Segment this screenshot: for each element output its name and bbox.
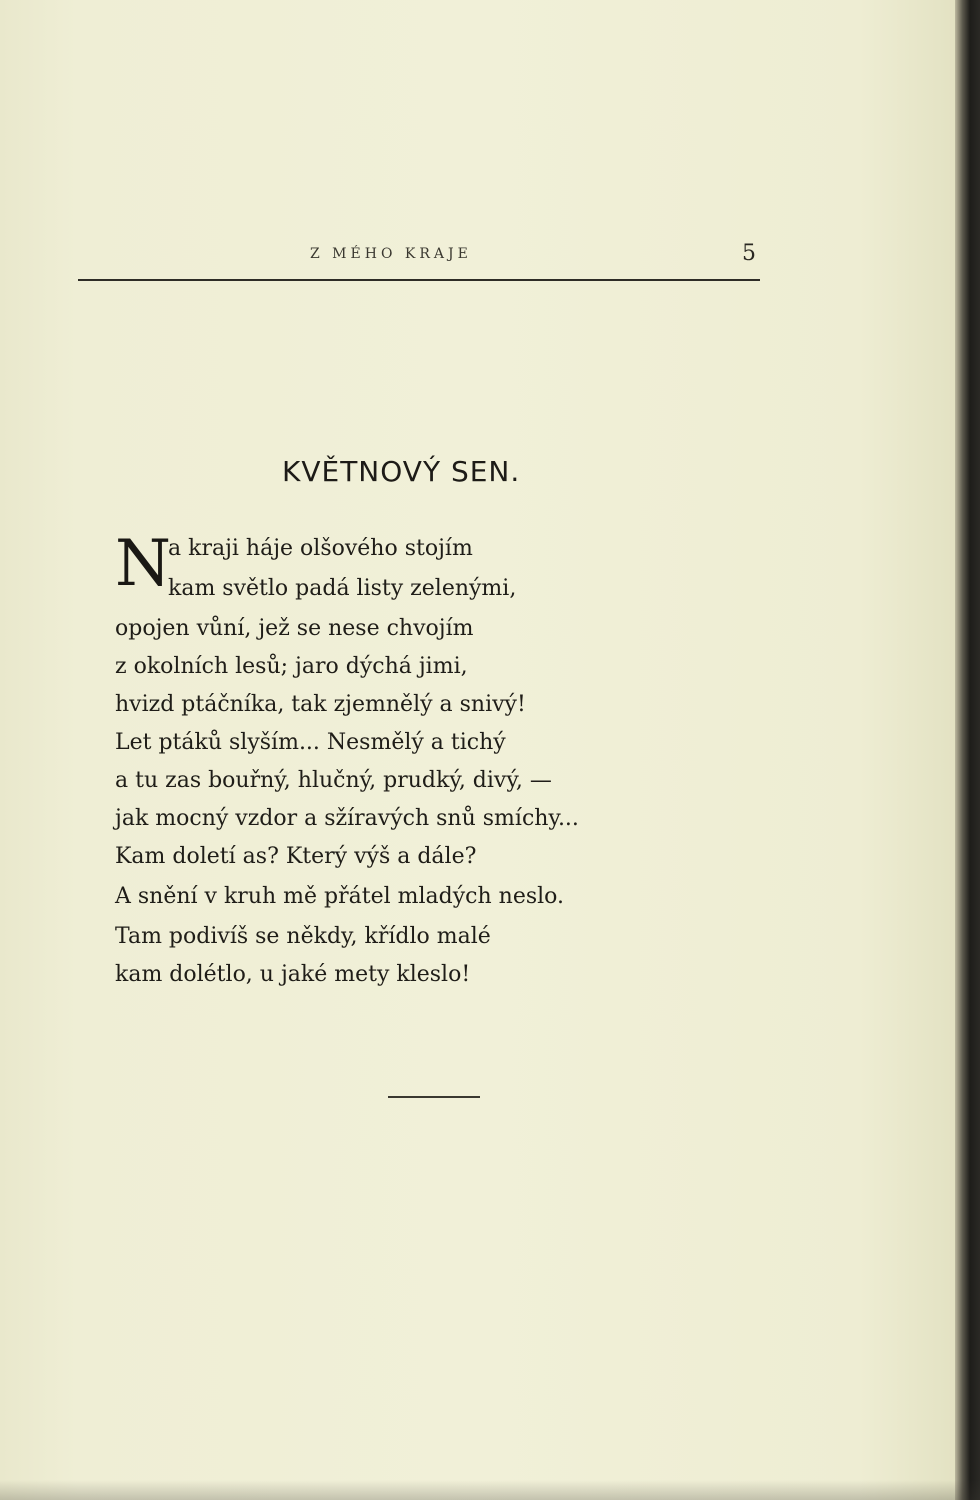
poem-line-7: a tu zas bouřný, hlučný, prudký, divý, — (115, 768, 552, 793)
poem-title: KVĚTNOVÝ SEN. (282, 455, 521, 488)
page-bottom-shadow (0, 1480, 980, 1500)
poem-line-8: jak mocný vzdor a sžíravých snů smíchy... (115, 806, 579, 831)
header-rule (78, 279, 760, 281)
poem-line-5: hvizd ptáčníka, tak zjemnělý a snivý! (115, 692, 526, 717)
poem-line-9: Kam doletí as? Který výš a dále? (115, 844, 477, 869)
closing-rule (388, 1096, 480, 1098)
poem-line-11: Tam podivíš se někdy, křídlo malé (115, 924, 491, 949)
poem-line-10: A snění v kruh mě přátel mladých neslo. (115, 884, 565, 909)
drop-cap: N (115, 527, 171, 601)
poem-line-6: Let ptáků slyším... Nesmělý a tichý (115, 730, 506, 755)
poem-line-1: a kraji háje olšového stojím (168, 536, 473, 561)
poem-line-4: z okolních lesů; jaro dýchá jimi, (115, 654, 468, 679)
book-spine-edge (955, 0, 980, 1500)
running-head: Z MÉHO KRAJE (310, 246, 472, 262)
poem-line-2: kam světlo padá listy zelenými, (168, 576, 517, 601)
page-number: 5 (742, 241, 756, 266)
poem-line-12: kam dolétlo, u jaké mety kleslo! (115, 962, 471, 987)
poem-line-3: opojen vůní, jež se nese chvojím (115, 616, 474, 641)
